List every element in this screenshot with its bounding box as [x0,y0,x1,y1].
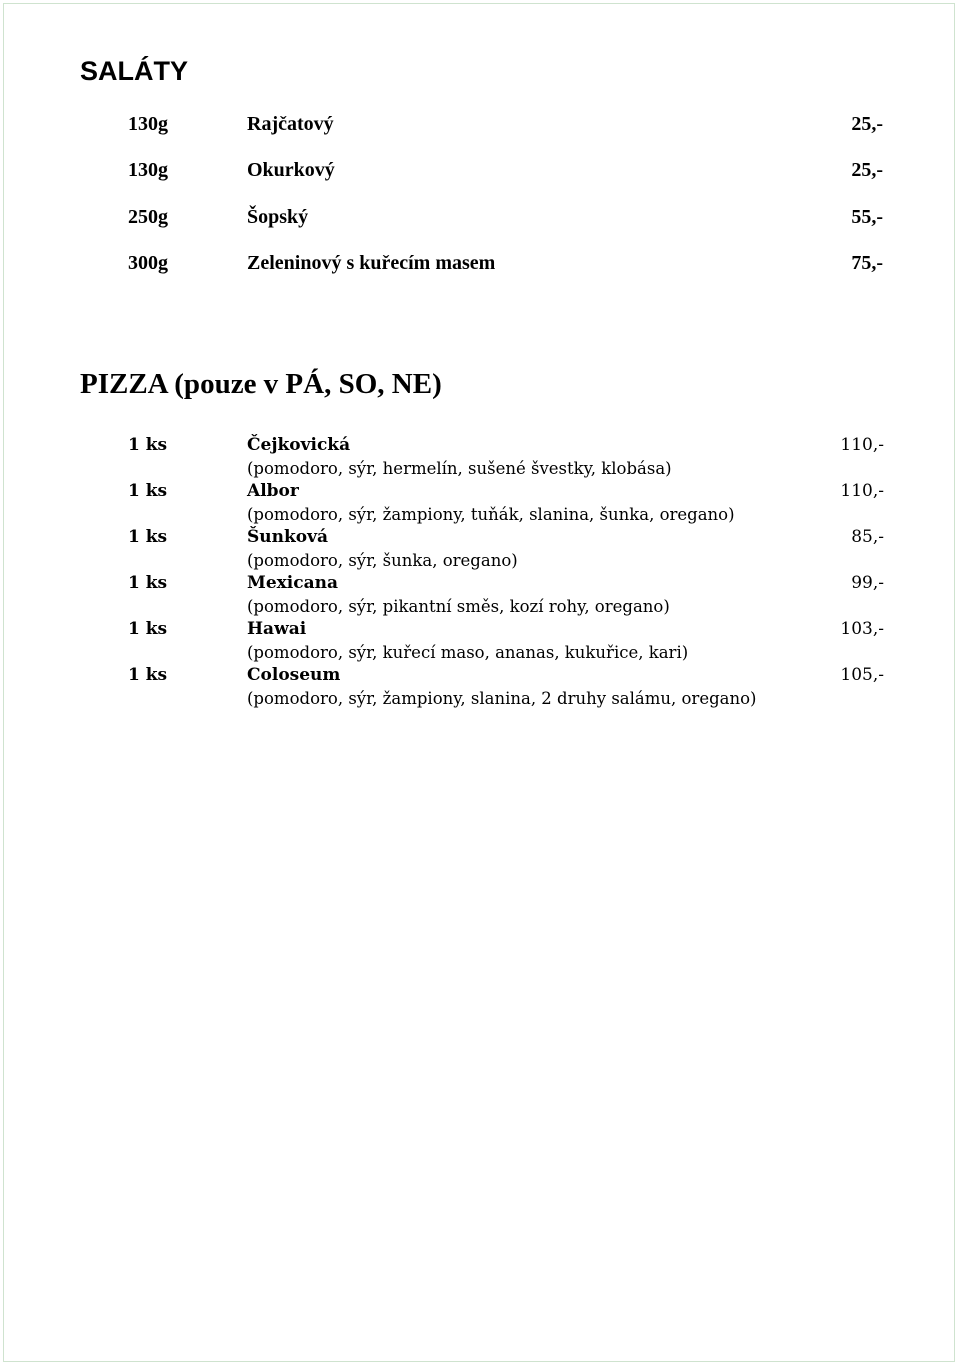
pizza-item [0,434,960,480]
salad-row [0,204,960,230]
salad-price: 25,- [851,159,883,181]
salad-quantity: 130g [128,113,168,135]
salad-quantity: 300g [128,252,168,274]
pizza-price: 110,- [840,481,884,501]
salad-name: Šopský [247,206,309,228]
pizza-ingredients: (pomodoro, sýr, šunka, oregano) [247,551,518,570]
pizza-item [0,664,960,710]
pizza-quantity: 1 ks [128,435,168,455]
salad-row [0,111,960,137]
salad-row [0,250,960,276]
salad-row [0,157,960,183]
salad-price: 55,- [851,206,883,228]
salads-heading: SALÁTY [80,56,188,86]
pizza-price: 110,- [840,435,884,455]
salad-price: 75,- [851,252,883,274]
pizza-ingredients: (pomodoro, sýr, kuřecí maso, ananas, kukuřice, kari) [247,643,689,662]
pizza-item [0,480,960,526]
pizza-price: 103,- [840,619,884,639]
pizza-name: Coloseum [247,665,341,685]
pizza-item [0,572,960,618]
pizza-ingredients: (pomodoro, sýr, hermelín, sušené švestky, klobása) [247,459,672,478]
pizza-name: Albor [247,481,299,501]
salad-name: Rajčatový [247,113,334,135]
pizza-name: Šunková [247,527,329,547]
pizza-heading: PIZZA (pouze v PÁ, SO, NE) [80,368,442,400]
pizza-quantity: 1 ks [128,481,168,501]
salad-name: Zeleninový s kuřecím masem [247,252,496,274]
pizza-name: Mexicana [247,573,338,593]
pizza-ingredients: (pomodoro, sýr, žampiony, slanina, 2 druhy salámu, oregano) [247,689,757,708]
pizza-ingredients: (pomodoro, sýr, pikantní směs, kozí rohy, oregano) [247,597,670,616]
salad-quantity: 250g [128,206,168,228]
pizza-item [0,618,960,664]
pizza-price: 105,- [840,665,884,685]
salad-name: Okurkový [247,159,335,181]
pizza-quantity: 1 ks [128,573,168,593]
pizza-quantity: 1 ks [128,665,168,685]
pizza-quantity: 1 ks [128,527,168,547]
pizza-name: Čejkovická [247,435,351,455]
pizza-price: 99,- [851,573,884,593]
pizza-name: Hawai [247,619,307,639]
pizza-price: 85,- [851,527,884,547]
pizza-quantity: 1 ks [128,619,168,639]
salad-quantity: 130g [128,159,168,181]
pizza-item [0,526,960,572]
salad-price: 25,- [851,113,883,135]
pizza-ingredients: (pomodoro, sýr, žampiony, tuňák, slanina, šunka, oregano) [247,505,735,524]
pizza-list [0,434,960,710]
